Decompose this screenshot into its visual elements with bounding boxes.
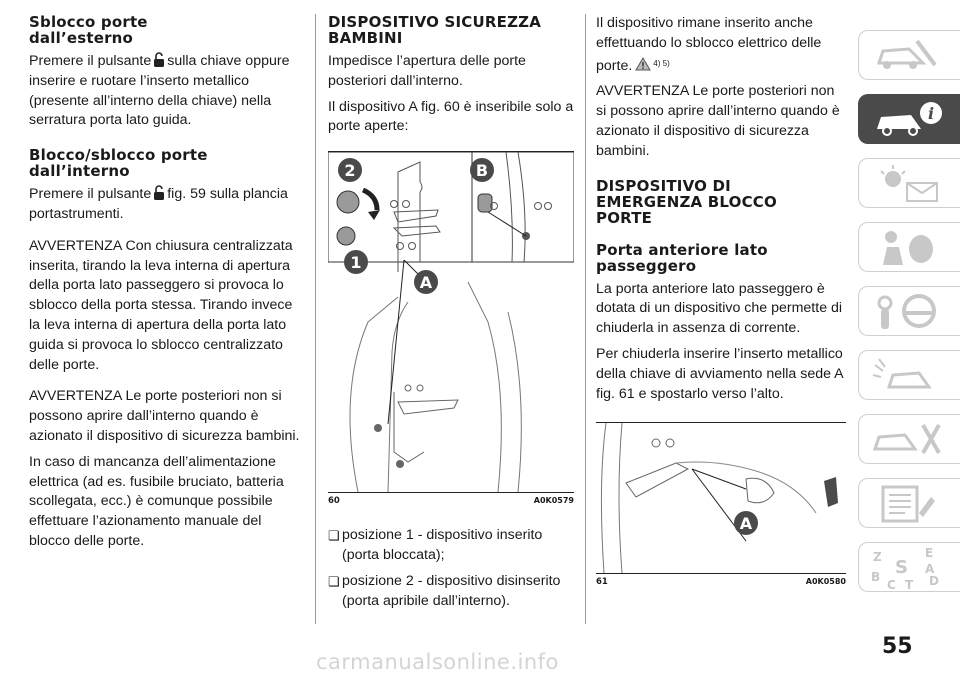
callout-2: 2 (344, 161, 356, 181)
text-fragment: Premere il pulsante (29, 186, 152, 203)
figure-number: 61 (596, 577, 608, 588)
paragraph-child-safety-purpose: Impedisce l’apertura delle porte posteriori dall’interno. (328, 53, 526, 89)
figure-61-caption (596, 577, 846, 587)
section-tabs (858, 30, 960, 606)
paragraph-child-safety-usage: Il dispositivo A fig. 60 è inseribile solo a porte aperte: (328, 98, 574, 135)
heading-unlock-outside: Sblocco porte dall’esterno (29, 13, 148, 47)
heading-child-safety: DISPOSITIVO SICUREZZA BAMBINI (328, 13, 542, 47)
heading-front-passenger-door: Porta anteriore lato passeggero (596, 240, 768, 275)
paragraph-close-instructions: Per chiuderla inserire l’inserto metallico della chiave di avviamento nella sede A fig. 61 e spostarlo verso l’alto. (596, 345, 843, 402)
text-fragment: fig. 59 sulla plancia portastrumenti. (29, 186, 288, 222)
svg-text:i: i (927, 104, 935, 123)
heading-emergency-lock: DISPOSITIVO DI EMERGENZA BLOCCO PORTE (596, 176, 777, 227)
paragraph-unlock-outside (29, 52, 301, 131)
bullet-box-icon: ❏ (328, 573, 340, 589)
tab-safety[interactable] (858, 222, 960, 272)
index-letter: B (871, 570, 881, 584)
index-letter: S (895, 557, 908, 578)
watermark-text: carmanualsonline.info (316, 650, 559, 674)
index-letter: C (887, 578, 896, 591)
paragraph-warning-central-lock: AVVERTENZA Con chiusura centralizzata inserita, tirando la leva interna di apertura della porta lato passeggero si provoca lo sblocco della porta stessa. Tirando invece la leva interna di apertura della porta lato guida si provoca lo sblocco centralizzato delle porte. (29, 237, 293, 373)
tab-index[interactable] (858, 542, 960, 592)
index-letter: E (925, 547, 934, 560)
index-letter: D (929, 574, 939, 588)
paragraph-warning-rear-doors: AVVERTENZA Le porte posteriori non si possono aprire dall’interno quando è azionato il dispositivo di sicurezza bambini. (29, 388, 300, 444)
index-letter: A (925, 562, 935, 576)
paragraph-warning-rear-doors-2: AVVERTENZA Le porte posteriori non si possono aprire dall’interno quando è azionato il dispositivo di sicurezza bambini. (596, 83, 840, 159)
key-steering-icon (869, 291, 949, 331)
index-letter: Z (873, 550, 882, 564)
tab-emergency[interactable] (858, 350, 960, 400)
tab-technical-specs[interactable] (858, 478, 960, 528)
column-divider (315, 14, 316, 624)
paragraph-front-door-device: La porta anteriore lato passeggero è dotata di un dispositivo che permette di chiuderla in assenza di corrente. (596, 280, 843, 337)
tab-maintenance[interactable] (858, 30, 960, 80)
car-crash-icon (869, 355, 949, 395)
list-item (328, 526, 574, 566)
list-item (328, 572, 574, 612)
page-number: 55 (882, 634, 913, 659)
figure-60-caption (328, 496, 574, 506)
warning-triangle-icon (635, 57, 651, 71)
warning-lights-icon (869, 163, 949, 203)
callout-a: A (419, 273, 433, 293)
figure-60 (328, 151, 574, 492)
figure-code: A0K0579 (533, 496, 574, 506)
bullet-text: posizione 1 - dispositivo inserito (porta bloccata); (342, 527, 543, 563)
column-left (29, 14, 301, 552)
figure-61 (596, 422, 846, 573)
text-fragment: Premere il pulsante (29, 53, 152, 69)
bullet-text: posizione 2 - dispositivo disinserito (porta apribile dall’interno). (342, 572, 561, 609)
child-lock-illustration (328, 152, 574, 492)
column-middle (328, 14, 574, 611)
heading-lock-unlock-inside: Blocco/sblocco porte dall’interno (29, 146, 208, 181)
car-info-icon (869, 99, 949, 139)
padlock-open-icon (153, 52, 165, 67)
text-fragment: sulla chiave oppure inserire e ruotare l’inserto metallico (presente all’interno della chiave) nella serratura porta lato guida. (29, 53, 290, 129)
column-divider (585, 14, 586, 624)
car-wrench-icon (869, 35, 949, 75)
tab-servicing[interactable] (858, 414, 960, 464)
tab-starting-driving[interactable] (858, 286, 960, 336)
airbag-person-icon (869, 227, 949, 267)
car-tools-icon (869, 419, 949, 459)
alphabet-index-icon (869, 547, 949, 591)
text-fragment: Il dispositivo rimane inserito anche effettuando lo sblocco elettrico delle porte. (596, 15, 822, 74)
paragraph-manual-lock: In caso di mancanza dell’alimentazione elettrica (ad es. fusibile bruciato, batteria scollegata, ecc.) è comunque possibile effettuare l’azionamento manuale del blocco delle porte. (29, 453, 284, 549)
figure-code: A0K0580 (805, 577, 846, 587)
bullet-box-icon: ❏ (328, 528, 340, 544)
paragraph-lock-inside (29, 185, 301, 225)
spec-sheet-icon (869, 483, 949, 523)
column-right (596, 14, 846, 587)
emergency-lock-illustration (596, 423, 842, 573)
index-letter: T (905, 578, 914, 591)
figure-number: 60 (328, 496, 340, 507)
callout-a: A (739, 514, 753, 534)
footnote-refs: 4) 5) (653, 58, 670, 68)
callout-1: 1 (350, 253, 362, 273)
tab-getting-to-know[interactable] (858, 94, 960, 144)
callout-b: B (475, 161, 489, 181)
tab-warning-lights[interactable] (858, 158, 960, 208)
paragraph-remains-engaged (596, 14, 846, 76)
padlock-open-icon (153, 185, 165, 200)
